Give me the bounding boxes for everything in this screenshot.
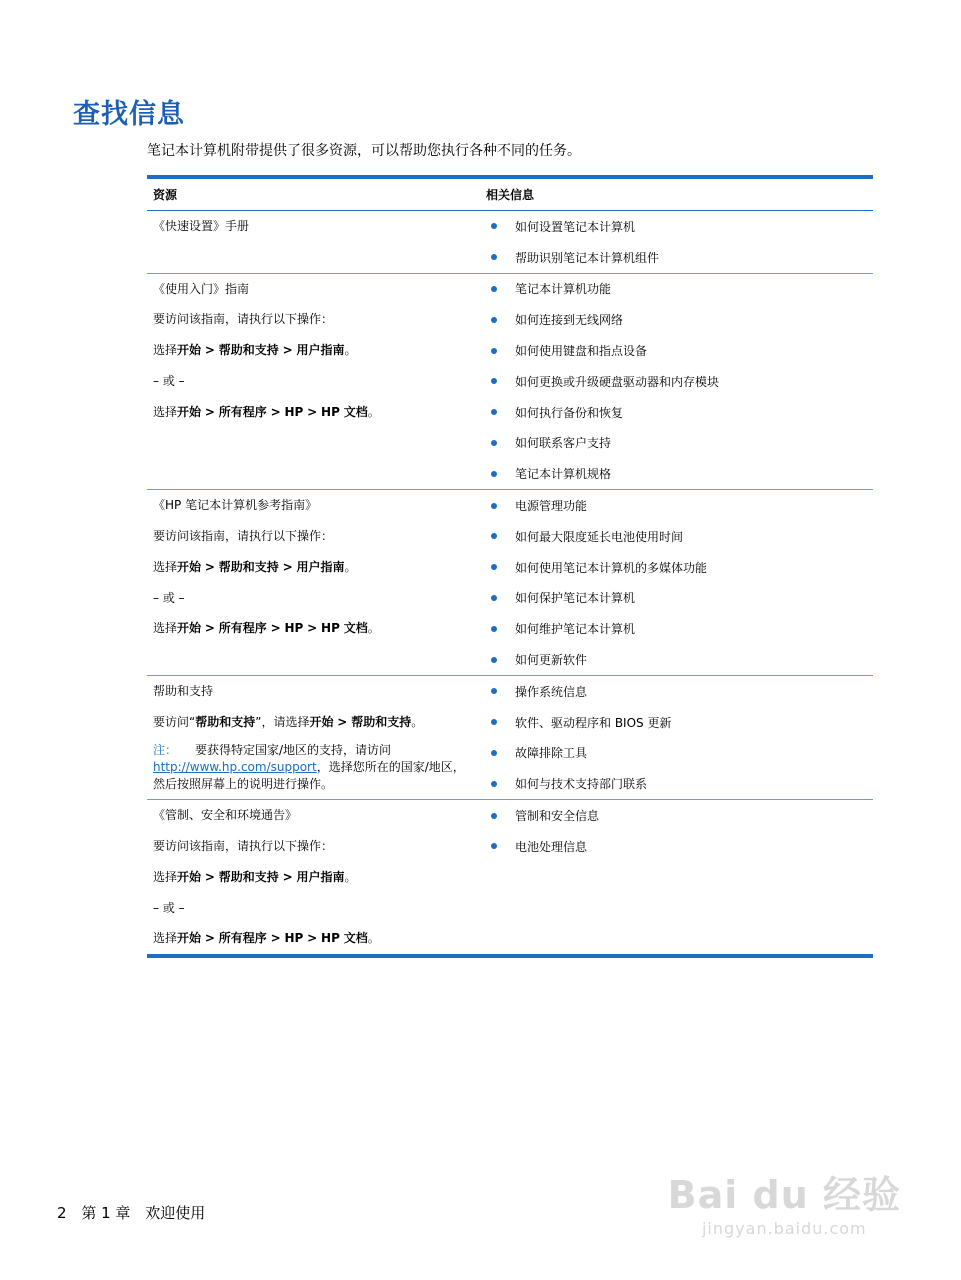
bullet-icon xyxy=(491,223,497,229)
table-row xyxy=(147,274,873,491)
bullet-icon xyxy=(491,843,497,849)
list-item: 帮助识别笔记本计算机组件 xyxy=(486,242,873,273)
support-note xyxy=(153,738,480,793)
list-item: 操作系统信息 xyxy=(486,676,873,707)
bullet-icon xyxy=(491,626,497,632)
bullet-icon xyxy=(491,719,497,725)
list-item: 笔记本计算机功能 xyxy=(486,274,873,305)
note-text: 然后按照屏幕上的说明进行操作。 xyxy=(153,776,334,791)
resource-path: 选择开始 > 帮助和支持 > 用户指南。 xyxy=(153,343,357,358)
list-item: 如何维护笔记本计算机 xyxy=(486,613,873,644)
note-label: 注： xyxy=(153,742,178,757)
resource-or: – 或 – xyxy=(153,373,185,388)
bullet-icon xyxy=(491,781,497,787)
bullet-icon xyxy=(491,471,497,477)
list-item: 如何使用键盘和指点设备 xyxy=(486,335,873,366)
bullet-icon xyxy=(491,286,497,292)
support-link[interactable]: http://www.hp.com/support xyxy=(153,759,317,774)
watermark-url: jingyan.baidu.com xyxy=(701,1219,867,1238)
table-row xyxy=(147,490,873,676)
note-text: 要获得特定国家/地区的支持，请访问 xyxy=(195,742,392,757)
header-related-info: 相关信息 xyxy=(486,188,535,202)
resource-instruction: 要访问该指南，请执行以下操作： xyxy=(153,528,334,543)
list-item: 如何最大限度延长电池使用时间 xyxy=(486,521,873,552)
chapter-number: 第 1 章 xyxy=(81,1204,131,1222)
list-item: 如何联系客户支持 xyxy=(486,428,873,459)
list-item: 管制和安全信息 xyxy=(486,800,873,831)
resource-name: 帮助和支持 xyxy=(153,683,214,698)
list-item: 如何连接到无线网络 xyxy=(486,304,873,335)
bullet-icon xyxy=(491,348,497,354)
list-item: 软件、驱动程序和 BIOS 更新 xyxy=(486,707,873,738)
bullet-icon xyxy=(491,317,497,323)
chapter-title: 欢迎使用 xyxy=(145,1204,206,1222)
page-number: 2 xyxy=(57,1204,67,1222)
resource-path: 选择开始 > 帮助和支持 > 用户指南。 xyxy=(153,559,357,574)
page-title: 查找信息 xyxy=(73,99,185,130)
list-item: 如何保护笔记本计算机 xyxy=(486,583,873,614)
bullet-icon xyxy=(491,409,497,415)
bullet-icon xyxy=(491,813,497,819)
resource-path: 选择开始 > 所有程序 > HP > HP 文档。 xyxy=(153,621,380,636)
bullet-icon xyxy=(491,254,497,260)
list-item: 如何执行备份和恢复 xyxy=(486,397,873,428)
baidu-watermark xyxy=(668,1164,901,1238)
resource-name: 《使用入门》指南 xyxy=(153,281,250,296)
bullet-icon xyxy=(491,378,497,384)
list-item: 电源管理功能 xyxy=(486,490,873,521)
watermark-logo: Bai du 经验 xyxy=(667,1173,901,1217)
list-item: 如何更换或升级硬盘驱动器和内存模块 xyxy=(486,366,873,397)
table-header xyxy=(147,179,873,211)
resource-path: 选择开始 > 所有程序 > HP > HP 文档。 xyxy=(153,404,380,419)
bullet-icon xyxy=(491,440,497,446)
bullet-icon xyxy=(491,564,497,570)
table-row xyxy=(147,800,873,954)
resource-name: 《管制、安全和环境通告》 xyxy=(153,808,298,823)
header-resources: 资源 xyxy=(153,188,178,202)
list-item: 如何更新软件 xyxy=(486,644,873,675)
list-item: 电池处理信息 xyxy=(486,831,873,862)
page-footer xyxy=(57,1202,215,1223)
resource-path: 选择开始 > 帮助和支持 > 用户指南。 xyxy=(153,869,357,884)
resource-instruction: 要访问“帮助和支持”，请选择开始 > 帮助和支持。 xyxy=(153,714,424,729)
bullet-icon xyxy=(491,533,497,539)
list-item: 如何使用笔记本计算机的多媒体功能 xyxy=(486,552,873,583)
resources-table xyxy=(147,175,873,958)
resource-instruction: 要访问该指南，请执行以下操作： xyxy=(153,312,334,327)
list-item: 如何设置笔记本计算机 xyxy=(486,211,873,242)
resource-name: 《快速设置》手册 xyxy=(153,219,250,233)
bullet-icon xyxy=(491,503,497,509)
resource-path: 选择开始 > 所有程序 > HP > HP 文档。 xyxy=(153,931,380,946)
list-item: 如何与技术支持部门联系 xyxy=(486,768,873,799)
list-item: 故障排除工具 xyxy=(486,738,873,769)
resource-or: – 或 – xyxy=(153,900,185,915)
note-text: ，选择您所在的国家/地区， xyxy=(316,759,465,774)
bullet-icon xyxy=(491,750,497,756)
bullet-icon xyxy=(491,657,497,663)
list-item: 笔记本计算机规格 xyxy=(486,458,873,489)
bullet-icon xyxy=(491,595,497,601)
bullet-icon xyxy=(491,688,497,694)
table-row xyxy=(147,211,873,274)
resource-or: – 或 – xyxy=(153,590,185,605)
intro-text: 笔记本计算机附带提供了很多资源，可以帮助您执行各种不同的任务。 xyxy=(147,143,581,159)
resource-name: 《HP 笔记本计算机参考指南》 xyxy=(153,498,318,513)
resource-instruction: 要访问该指南，请执行以下操作： xyxy=(153,838,334,853)
table-row xyxy=(147,676,873,800)
